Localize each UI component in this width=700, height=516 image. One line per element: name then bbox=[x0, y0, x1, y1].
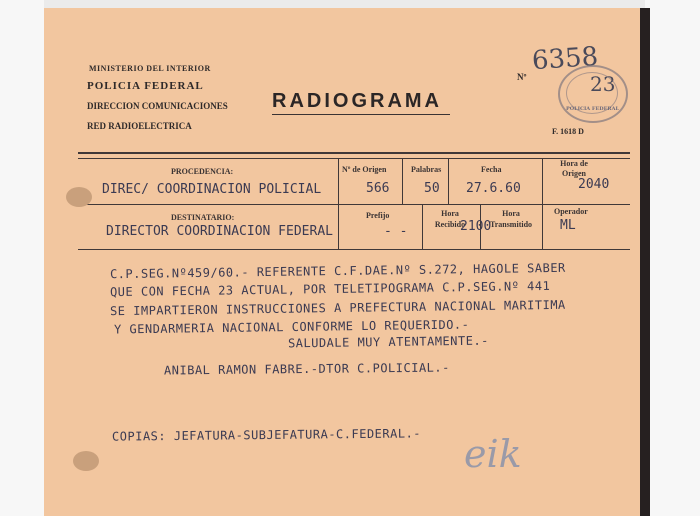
message-line-4: Y GENDARMERIA NACIONAL CONFORME LO REQUERIDO.- bbox=[113, 317, 470, 337]
hora-origen-label: Hora de Origen bbox=[560, 159, 588, 178]
nro-origen-value: 566 bbox=[366, 181, 390, 196]
table-divider bbox=[338, 158, 339, 204]
network-label: RED RADIOELECTRICA bbox=[87, 121, 192, 131]
punch-hole-bottom bbox=[73, 451, 99, 471]
stamp-text: POLICIA FEDERAL bbox=[566, 106, 619, 112]
prefijo-label: Prefijo bbox=[366, 211, 390, 220]
message-signature: ANIBAL RAMON FABRE.-DTOR C.POLICIAL.- bbox=[163, 360, 450, 378]
table-bottom-rule bbox=[78, 249, 630, 250]
hora-recibido-value: 2100 bbox=[460, 219, 492, 234]
viewer-right-margin bbox=[645, 0, 700, 516]
handwritten-number-suffix: 23 bbox=[590, 72, 616, 96]
table-divider bbox=[422, 204, 423, 249]
table-divider bbox=[402, 158, 403, 204]
table-divider bbox=[542, 204, 543, 249]
viewer-left-margin bbox=[0, 0, 44, 516]
ministry-label: MINISTERIO DEL INTERIOR bbox=[89, 64, 211, 73]
message-line-2: QUE CON FECHA 23 ACTUAL, POR TELETIPOGRAMA C.P.SEG.Nº 441 bbox=[109, 278, 551, 300]
number-label: Nº bbox=[517, 72, 527, 82]
operador-value: ML bbox=[560, 218, 576, 233]
prefijo-value: - - bbox=[384, 224, 408, 239]
direction-label: DIRECCION COMUNICACIONES bbox=[87, 101, 228, 111]
handwritten-number: 6358 bbox=[531, 41, 600, 77]
viewer-top-bar bbox=[0, 0, 700, 8]
palabras-value: 50 bbox=[424, 181, 440, 196]
fecha-label: Fecha bbox=[481, 165, 502, 174]
table-middle-rule bbox=[78, 204, 630, 205]
palabras-label: Palabras bbox=[411, 165, 442, 174]
procedencia-value: DIREC/ COORDINACION POLICIAL bbox=[102, 182, 322, 197]
document-title: RADIOGRAMA bbox=[272, 90, 442, 112]
table-divider bbox=[448, 158, 449, 204]
nro-origen-label: Nº de Origen bbox=[342, 165, 387, 174]
hora-transmitido-label: Hora Transmitido bbox=[489, 209, 533, 229]
police-label: POLICIA FEDERAL bbox=[87, 80, 204, 92]
message-copies: COPIAS: JEFATURA-SUBJEFATURA-C.FEDERAL.- bbox=[111, 426, 422, 444]
table-divider bbox=[542, 158, 543, 204]
fecha-value: 27.6.60 bbox=[466, 181, 521, 196]
title-underline bbox=[272, 114, 450, 115]
table-header-rule bbox=[78, 158, 630, 159]
message-closing: SALUDALE MUY ATENTAMENTE.- bbox=[287, 333, 489, 351]
operador-label: Operador bbox=[554, 207, 588, 216]
destinatario-label: DESTINATARIO: bbox=[171, 213, 235, 222]
message-line-3: SE IMPARTIERON INSTRUCCIONES A PREFECTURA NACIONAL MARITIMA bbox=[109, 297, 566, 319]
procedencia-label: PROCEDENCIA: bbox=[171, 167, 234, 176]
destinatario-value: DIRECTOR COORDINACION FEDERAL bbox=[106, 224, 333, 239]
hora-origen-value: 2040 bbox=[578, 177, 610, 192]
table-divider bbox=[338, 204, 339, 249]
punch-hole-top bbox=[66, 187, 92, 207]
hora-recibido-label: Hora Recibido bbox=[434, 209, 466, 229]
handwritten-initials: eik bbox=[464, 432, 522, 476]
table-top-rule bbox=[78, 152, 630, 154]
sheet-edge bbox=[640, 8, 650, 516]
form-code: F. 1618 D bbox=[552, 127, 584, 136]
message-line-1: C.P.SEG.Nº459/60.- REFERENTE C.F.DAE.Nº S.272, HAGOLE SABER bbox=[109, 260, 566, 282]
